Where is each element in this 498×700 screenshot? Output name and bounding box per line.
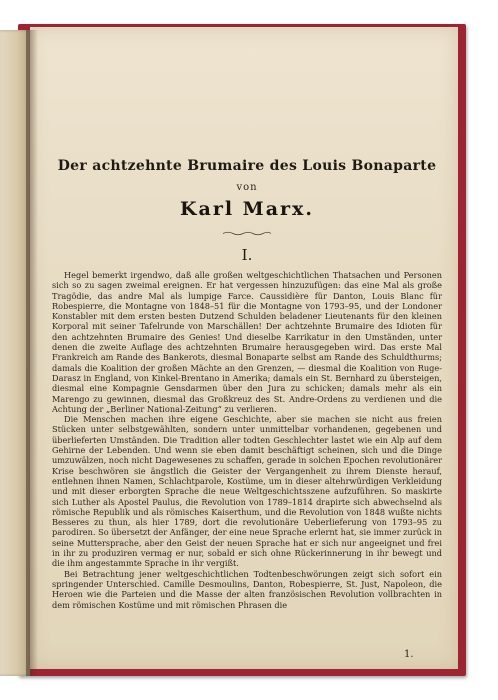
byline-von: von	[236, 182, 258, 193]
spine-shadow	[26, 30, 38, 676]
body-text	[52, 270, 442, 610]
paragraph: Hegel bemerkt irgendwo, daß alle großen weltgeschichtlichen Thatsachen und Personen sich so zu sagen zweimal ereignen. Er hat vergessen hinzuzufügen: das eine Mal als große Tragödie, das andre Mal als lumpige Farce. Caussidière für Danton, Louis Blanc für Robespierre, die Montagne von 1848–51 für die Montagne von 1793–95, und der Londoner Konstabler mit dem ersten besten Dutzend Schulden beladener Lieutenants für den kleinen Korporal mit seiner Tafelrunde von Marschällen! Der achtzehnte Brumaire des Idioten für den achtzehnten Brumaire des Genies! Und dieselbe Karrikatur in den Umständen, unter denen die zweite Auflage des achtzehnten Brumaire herausgegeben wird. Das erste Mal Frankreich am Rande des Bankerots, diesmal Bonaparte selbst am Rande des Schuldthurms; damals die Koalition der großen Mächte an den Grenzen, — diesmal die Koalition von Ruge-Darasz in England, von Kinkel-Brentano in Amerika; damals ein St. Bernhard zu übersteigen, diesmal eine Kompagnie Gensdarmen über den Jura zu schicken; damals mehr als ein Marengo zu gewinnen, diesmal das Großkreuz des St. Andre-Ordens zu verdienen und die Achtung der „Berliner National-Zeitung“ zu verlieren.	[52, 270, 442, 414]
paragraph: Bei Betrachtung jener weltgeschichtlichen Todtenbeschwörungen zeigt sich sofort ein springender Unterschied. Camille Desmoulins, Danton, Robespierre, St. Just, Napoleon, die Heroen wie die Parteien und die Masse der alten französischen Revolution vollbrachten in dem römischen Kostüme und mit römischen Phrasen die	[52, 568, 442, 610]
document-title: Der achtzehnte Brumaire des Louis Bonaparte	[57, 158, 437, 174]
chapter-number: I.	[241, 246, 253, 264]
divider-ornament	[222, 231, 272, 236]
book-page	[30, 27, 458, 669]
page-number: 1.	[404, 649, 414, 660]
paragraph: Die Menschen machen ihre eigene Geschichte, aber sie machen sie nicht aus freien Stücken unter selbstgewählten, sondern unter unmittelbar vorhandenen, gegebenen und überlieferten Umständen. Die Tradition aller todten Geschlechter lastet wie ein Alp auf dem Gehirne der Lebenden. Und wenn sie eben damit beschäftigt scheinen, sich und die Dinge umzuwälzen, noch nicht Dagewesenes zu schaffen, gerade in solchen Epochen revolutionärer Krise beschwören sie ängstlich die Geister der Vergangenheit zu ihrem Dienste herauf, entlehnen ihnen Namen, Schlachtparole, Kostüme, um in dieser altehrwürdigen Verkleidung und mit dieser erborgten Sprache die neue Weltgeschichtsszene aufzuführen. So maskirte sich Luther als Apostel Paulus, die Revolution von 1789–1814 drapirte sich abwechselnd als römische Republik und als römisches Kaiserthum, und die Revolution von 1848 wußte nichts Besseres zu thun, als hier 1789, dort die revolutionäre Ueberlieferung von 1793–95 zu parodiren. So übersetzt der Anfänger, der eine neue Sprache erlernt hat, sie immer zurück in seine Muttersprache, aber den Geist der neuen Sprache hat er sich nur angeeignet und frei in ihr zu produziren vermag er nur, sobald er sich ohne Rückerinnerung in ihr bewegt und die ihm angestammte Sprache in ihr vergißt.	[52, 414, 442, 569]
author-name: Karl Marx.	[180, 198, 314, 220]
